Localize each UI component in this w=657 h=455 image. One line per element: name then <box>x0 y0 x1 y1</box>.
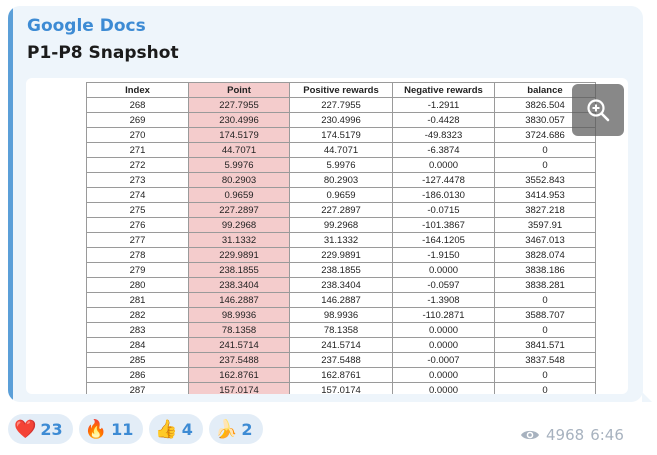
cell-balance: 3826.504 <box>495 98 596 113</box>
cell-balance: 3838.281 <box>495 278 596 293</box>
bubble-tail <box>642 392 652 402</box>
cell-balance: 3552.843 <box>495 173 596 188</box>
cell-index: 271 <box>87 143 189 158</box>
column-header-balance: balance <box>495 83 596 98</box>
cell-index: 279 <box>87 263 189 278</box>
table-row <box>87 353 596 368</box>
link-source-name[interactable]: Google Docs <box>27 16 146 36</box>
link-preview-title: P1-P8 Snapshot <box>27 43 179 63</box>
cell-balance: 3467.013 <box>495 233 596 248</box>
cell-positive-rewards: 78.1358 <box>290 323 393 338</box>
cell-point: 238.3404 <box>189 278 290 293</box>
table-row <box>87 203 596 218</box>
cell-positive-rewards: 174.5179 <box>290 128 393 143</box>
table-row <box>87 113 596 128</box>
cell-negative-rewards: -164.1205 <box>393 233 495 248</box>
cell-point: 227.2897 <box>189 203 290 218</box>
cell-point: 237.5488 <box>189 353 290 368</box>
cell-balance: 3830.057 <box>495 113 596 128</box>
cell-balance: 3841.571 <box>495 338 596 353</box>
cell-point: 98.9936 <box>189 308 290 323</box>
table-row <box>87 308 596 323</box>
cell-index: 277 <box>87 233 189 248</box>
cell-point: 31.1332 <box>189 233 290 248</box>
cell-negative-rewards: -1.3908 <box>393 293 495 308</box>
table-row <box>87 128 596 143</box>
cell-point: 230.4996 <box>189 113 290 128</box>
cell-index: 284 <box>87 338 189 353</box>
cell-point: 241.5714 <box>189 338 290 353</box>
cell-positive-rewards: 162.8761 <box>290 368 393 383</box>
cell-positive-rewards: 237.5488 <box>290 353 393 368</box>
cell-positive-rewards: 238.1855 <box>290 263 393 278</box>
reaction-count: 11 <box>111 419 134 439</box>
cell-balance: 3724.686 <box>495 128 596 143</box>
reaction-fire[interactable] <box>79 414 144 444</box>
table-row <box>87 173 596 188</box>
reaction-banana[interactable] <box>209 414 263 444</box>
cell-point: 146.2887 <box>189 293 290 308</box>
message-meta <box>520 426 624 444</box>
cell-point: 227.7955 <box>189 98 290 113</box>
cell-negative-rewards: 0.0000 <box>393 158 495 173</box>
cell-point: 238.1855 <box>189 263 290 278</box>
cell-positive-rewards: 44.7071 <box>290 143 393 158</box>
cell-index: 268 <box>87 98 189 113</box>
table-row <box>87 263 596 278</box>
heart-icon: ❤️ <box>14 418 37 440</box>
cell-point: 174.5179 <box>189 128 290 143</box>
cell-negative-rewards: -0.0715 <box>393 203 495 218</box>
cell-positive-rewards: 227.2897 <box>290 203 393 218</box>
cell-positive-rewards: 146.2887 <box>290 293 393 308</box>
column-header-point: Point <box>189 83 290 98</box>
cell-negative-rewards: -49.8323 <box>393 128 495 143</box>
cell-index: 283 <box>87 323 189 338</box>
cell-positive-rewards: 31.1332 <box>290 233 393 248</box>
cell-balance: 3597.91 <box>495 218 596 233</box>
eye-icon <box>520 428 540 442</box>
view-count: 4968 <box>546 426 585 444</box>
table-row <box>87 98 596 113</box>
quote-accent-bar <box>8 6 13 402</box>
cell-point: 99.2968 <box>189 218 290 233</box>
cell-negative-rewards: -1.2911 <box>393 98 495 113</box>
cell-balance: 0 <box>495 158 596 173</box>
cell-point: 0.9659 <box>189 188 290 203</box>
table-row <box>87 248 596 263</box>
cell-index: 278 <box>87 248 189 263</box>
cell-point: 157.0174 <box>189 383 290 395</box>
cell-point: 162.8761 <box>189 368 290 383</box>
cell-index: 281 <box>87 293 189 308</box>
table-row <box>87 368 596 383</box>
cell-positive-rewards: 227.7955 <box>290 98 393 113</box>
cell-balance: 3827.218 <box>495 203 596 218</box>
cell-point: 229.9891 <box>189 248 290 263</box>
cell-positive-rewards: 238.3404 <box>290 278 393 293</box>
cell-negative-rewards: -1.9150 <box>393 248 495 263</box>
reaction-count: 23 <box>40 419 63 439</box>
zoom-in-icon <box>585 97 611 123</box>
cell-negative-rewards: 0.0000 <box>393 263 495 278</box>
cell-index: 282 <box>87 308 189 323</box>
table-row <box>87 293 596 308</box>
cell-balance: 3838.186 <box>495 263 596 278</box>
cell-index: 274 <box>87 188 189 203</box>
spreadsheet-table <box>86 82 596 394</box>
cell-negative-rewards: -0.0597 <box>393 278 495 293</box>
column-header-positive-rewards: Positive rewards <box>290 83 393 98</box>
reaction-count: 4 <box>181 419 193 439</box>
banana-icon: 🍌 <box>214 418 238 440</box>
column-header-negative-rewards: Negative rewards <box>393 83 495 98</box>
table-row <box>87 233 596 248</box>
table-header-row <box>87 83 596 98</box>
cell-negative-rewards: -0.4428 <box>393 113 495 128</box>
message-bubble <box>8 6 643 402</box>
column-header-index: Index <box>87 83 189 98</box>
cell-negative-rewards: -186.0130 <box>393 188 495 203</box>
cell-negative-rewards: -101.3867 <box>393 218 495 233</box>
thumbs-up-icon: 👍 <box>155 418 178 440</box>
cell-balance: 0 <box>495 383 596 395</box>
cell-balance: 0 <box>495 368 596 383</box>
cell-balance: 3414.953 <box>495 188 596 203</box>
cell-point: 78.1358 <box>189 323 290 338</box>
cell-negative-rewards: -127.4478 <box>393 173 495 188</box>
link-preview-image[interactable] <box>26 78 628 394</box>
cell-index: 280 <box>87 278 189 293</box>
table-row <box>87 158 596 173</box>
cell-index: 276 <box>87 218 189 233</box>
cell-negative-rewards: 0.0000 <box>393 323 495 338</box>
cell-positive-rewards: 5.9976 <box>290 158 393 173</box>
reactions-bar <box>8 414 263 444</box>
cell-negative-rewards: -110.2871 <box>393 308 495 323</box>
table-row <box>87 218 596 233</box>
cell-negative-rewards: 0.0000 <box>393 368 495 383</box>
table-row <box>87 278 596 293</box>
cell-positive-rewards: 99.2968 <box>290 218 393 233</box>
cell-index: 275 <box>87 203 189 218</box>
cell-positive-rewards: 157.0174 <box>290 383 393 395</box>
cell-index: 272 <box>87 158 189 173</box>
cell-balance: 3837.548 <box>495 353 596 368</box>
cell-negative-rewards: 0.0000 <box>393 338 495 353</box>
cell-negative-rewards: 0.0000 <box>393 383 495 395</box>
cell-positive-rewards: 0.9659 <box>290 188 393 203</box>
cell-index: 270 <box>87 128 189 143</box>
cell-point: 5.9976 <box>189 158 290 173</box>
reaction-count: 2 <box>241 419 253 439</box>
cell-positive-rewards: 230.4996 <box>290 113 393 128</box>
cell-index: 273 <box>87 173 189 188</box>
cell-index: 287 <box>87 383 189 395</box>
table-row <box>87 188 596 203</box>
cell-point: 44.7071 <box>189 143 290 158</box>
cell-positive-rewards: 241.5714 <box>290 338 393 353</box>
cell-index: 269 <box>87 113 189 128</box>
cell-balance: 3588.707 <box>495 308 596 323</box>
cell-positive-rewards: 229.9891 <box>290 248 393 263</box>
cell-positive-rewards: 98.9936 <box>290 308 393 323</box>
cell-index: 286 <box>87 368 189 383</box>
table-row <box>87 383 596 395</box>
cell-balance: 0 <box>495 143 596 158</box>
fire-icon: 🔥 <box>84 418 108 440</box>
reaction-thumbs-up[interactable] <box>149 414 203 444</box>
message-time: 6:46 <box>590 426 624 444</box>
cell-point: 80.2903 <box>189 173 290 188</box>
cell-balance: 3828.074 <box>495 248 596 263</box>
table-row <box>87 338 596 353</box>
cell-negative-rewards: -6.3874 <box>393 143 495 158</box>
table-row <box>87 143 596 158</box>
cell-balance: 0 <box>495 323 596 338</box>
table-row <box>87 323 596 338</box>
cell-negative-rewards: -0.0007 <box>393 353 495 368</box>
cell-index: 285 <box>87 353 189 368</box>
cell-balance: 0 <box>495 293 596 308</box>
cell-positive-rewards: 80.2903 <box>290 173 393 188</box>
reaction-heart[interactable] <box>8 414 73 444</box>
zoom-button[interactable] <box>572 84 624 136</box>
table-body <box>87 98 596 395</box>
